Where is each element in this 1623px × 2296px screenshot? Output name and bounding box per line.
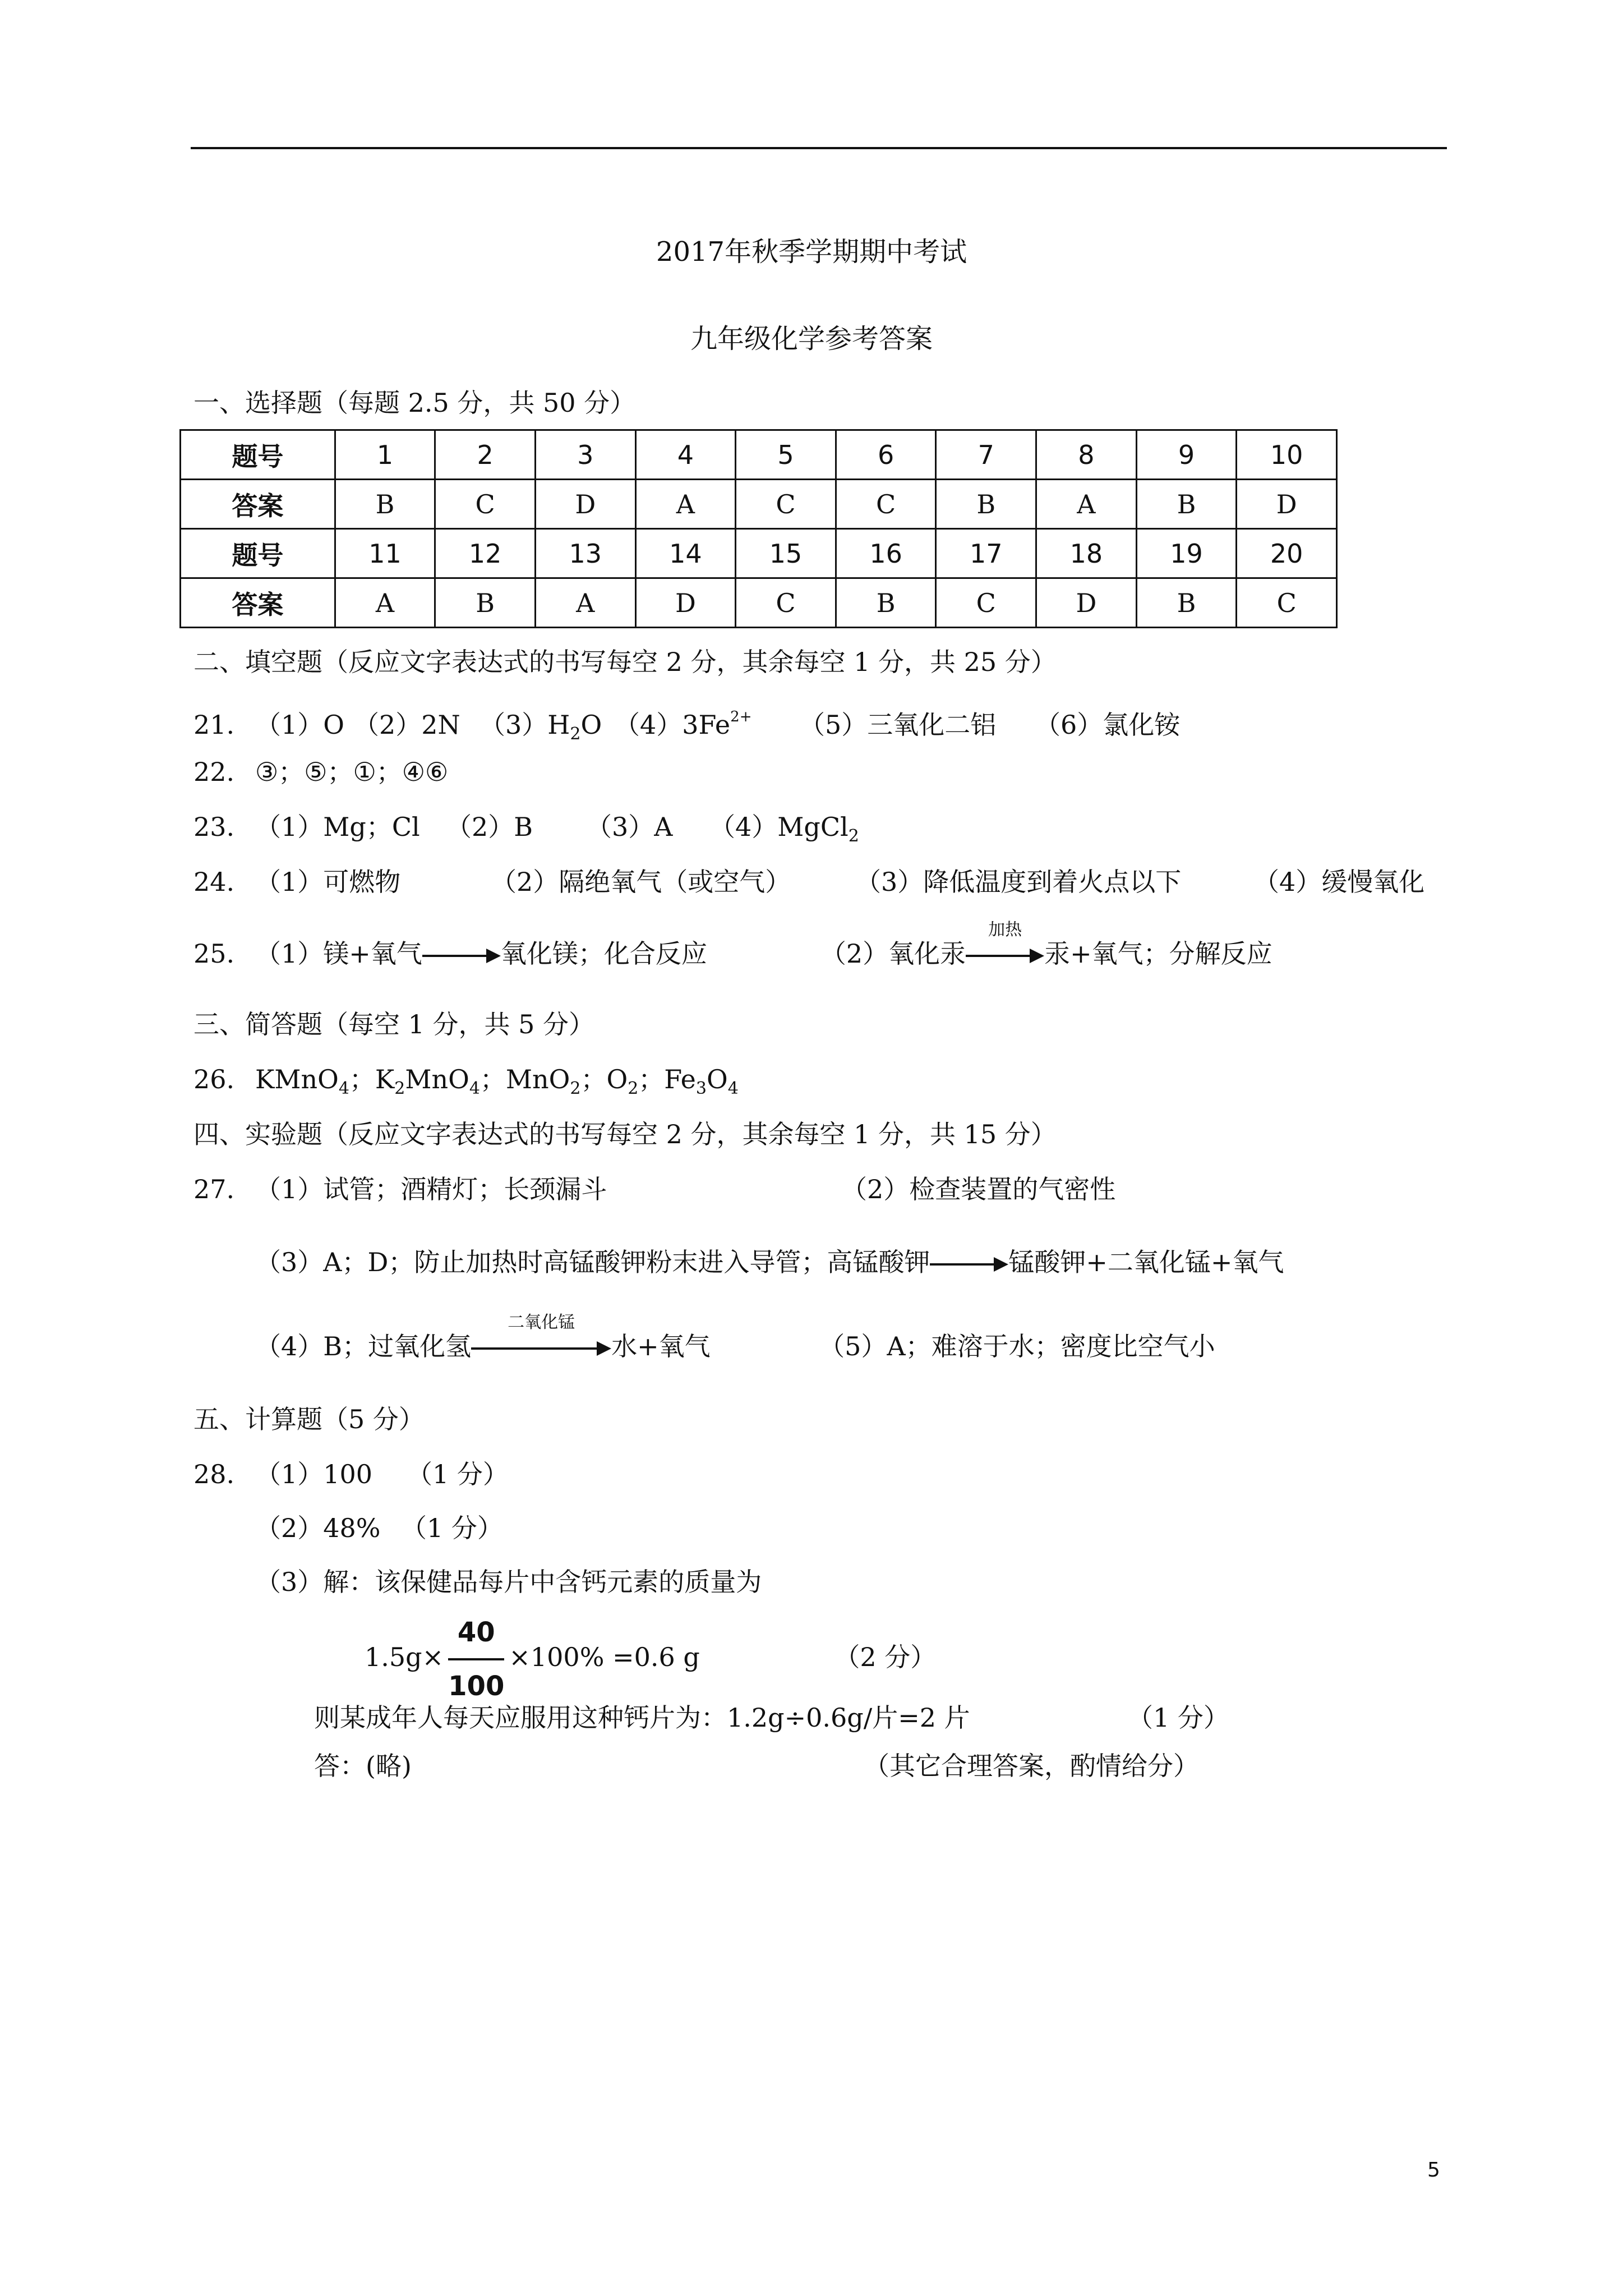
table-row xyxy=(181,578,1337,628)
question-number-cell: 3 xyxy=(535,430,635,480)
q21-p5: （5）三氧化二铝 xyxy=(799,710,997,740)
question-number-cell: 6 xyxy=(836,430,936,480)
q28-line3 xyxy=(255,1565,762,1599)
q21-p4sup: 2+ xyxy=(730,708,752,725)
q25-num: 25. xyxy=(193,938,235,969)
answer-cell: C xyxy=(1237,578,1337,628)
table-row xyxy=(181,430,1337,480)
answer-cell: C xyxy=(736,480,836,529)
q28-calc xyxy=(365,1610,936,1709)
q28-p2score: （1 分） xyxy=(401,1513,503,1543)
fraction-denominator: 100 xyxy=(448,1671,505,1702)
q25-p1b: 氧化镁；化合反应 xyxy=(500,938,707,969)
answer-table xyxy=(179,429,1338,628)
answer-cell: D xyxy=(635,578,736,628)
q27-num: 27. xyxy=(193,1174,235,1204)
calc-post: ×100% =0.6 g xyxy=(509,1642,700,1672)
question-number-cell: 12 xyxy=(435,529,536,578)
q26-b: ；K xyxy=(349,1064,395,1094)
arrow-condition-heat: 加热 xyxy=(988,920,1022,940)
question-number-cell: 17 xyxy=(936,529,1036,578)
q26-a: KMnO xyxy=(255,1064,339,1094)
q26-gsub: 4 xyxy=(727,1079,739,1098)
question-number-cell: 18 xyxy=(1036,529,1137,578)
q23-p4a: （4）MgCl xyxy=(709,812,849,842)
q21-p3sub: 2 xyxy=(570,724,581,744)
q28-p1score: （1 分） xyxy=(407,1459,509,1489)
q26-e: ；O xyxy=(580,1064,628,1094)
q26-g: O xyxy=(707,1064,728,1094)
q25-p1a: （1）镁+氧气 xyxy=(255,938,422,969)
reaction-arrow-4 xyxy=(471,1313,611,1360)
q28-p2: （2）48% xyxy=(255,1513,381,1543)
header-rule xyxy=(191,147,1447,149)
answer-cell: A xyxy=(635,480,736,529)
q27-p2: （2）检查装置的气密性 xyxy=(841,1174,1116,1204)
q24-num: 24. xyxy=(193,867,235,897)
q28-answer xyxy=(314,1749,1199,1783)
q27-p4b: 水+氧气 xyxy=(611,1331,711,1361)
q23-p2: （2）B xyxy=(446,812,533,842)
q21-p6: （6）氯化铵 xyxy=(1035,710,1181,740)
q25 xyxy=(193,920,1272,970)
q26 xyxy=(193,1062,739,1106)
page-number: 5 xyxy=(1427,2159,1440,2182)
arrow-condition-catalyst: 二氧化锰 xyxy=(508,1313,575,1332)
section4-heading: 四、实验题（反应文字表达式的书写每空 2 分，其余每空 1 分，共 15 分） xyxy=(193,1119,1057,1149)
conclusion-text: 则某成年人每天应服用这种钙片为：1.2g÷0.6g/片=2 片 xyxy=(314,1703,970,1733)
answer-cell: D xyxy=(535,480,635,529)
row-label-answer: 答案 xyxy=(181,480,335,529)
q26-c: MnO xyxy=(405,1064,469,1094)
q24-p2: （2）隔绝氧气（或空气） xyxy=(491,867,791,897)
question-number-cell: 5 xyxy=(736,430,836,480)
q23-p4sub: 2 xyxy=(848,826,859,846)
q27-p1: （1）试管；酒精灯；长颈漏斗 xyxy=(255,1174,607,1204)
fraction xyxy=(448,1610,504,1709)
q23-num: 23. xyxy=(193,812,235,842)
q28-p3: （3）解：该保健品每片中含钙元素的质量为 xyxy=(255,1567,762,1597)
q26-bsub: 2 xyxy=(394,1079,405,1098)
question-number-cell: 15 xyxy=(736,529,836,578)
q24-p4: （4）缓慢氧化 xyxy=(1253,867,1425,897)
answer-cell: B xyxy=(836,578,936,628)
answer-cell: A xyxy=(335,578,435,628)
section3-heading: 三、简答题（每空 1 分，共 5 分） xyxy=(193,1009,595,1039)
answer-cell: B xyxy=(435,578,536,628)
answer-cell: D xyxy=(1237,480,1337,529)
question-number-cell: 11 xyxy=(335,529,435,578)
q21-p3a: （3）H xyxy=(479,710,570,740)
q26-fsub: 3 xyxy=(695,1079,707,1098)
q26-num: 26. xyxy=(193,1064,235,1094)
q21-p1: （1）O xyxy=(255,710,344,740)
q25-p2a: （2）氧化汞 xyxy=(820,938,966,969)
q23-p1: （1）Mg；Cl xyxy=(255,812,420,842)
question-number-cell: 9 xyxy=(1136,430,1237,480)
q25-p2b: 汞+氧气；分解反应 xyxy=(1044,938,1272,969)
answer-cell: B xyxy=(1136,578,1237,628)
q27-p5: （5）A；难溶于水；密度比空气小 xyxy=(819,1331,1215,1361)
table-row xyxy=(181,480,1337,529)
section1-heading: 一、选择题（每题 2.5 分，共 50 分） xyxy=(193,388,636,418)
question-number-cell: 7 xyxy=(936,430,1036,480)
q28-num: 28. xyxy=(193,1459,235,1489)
q21-p4a: （4）3Fe xyxy=(614,710,731,740)
answer-cell: B xyxy=(1136,480,1237,529)
exam-title: 2017年秋季学期期中考试 xyxy=(656,236,967,268)
calc-pre: 1.5g× xyxy=(365,1642,444,1672)
q27-p3a: （3）A；D；防止加热时高锰酸钾粉末进入导管；高锰酸钾 xyxy=(255,1247,930,1277)
q26-d: ；MnO xyxy=(479,1064,570,1094)
q28-conclusion xyxy=(314,1701,1229,1734)
answer-cell: D xyxy=(1036,578,1137,628)
scoring-note: （其它合理答案，酌情给分） xyxy=(864,1751,1199,1781)
q26-f: ；Fe xyxy=(638,1064,696,1094)
answer-cell: B xyxy=(936,480,1036,529)
row-label-answer: 答案 xyxy=(181,578,335,628)
q22-text: ③；⑤；①；④⑥ xyxy=(255,757,449,787)
question-number-cell: 4 xyxy=(635,430,736,480)
conclusion-score: （1 分） xyxy=(1127,1703,1229,1733)
question-number-cell: 8 xyxy=(1036,430,1137,480)
table-row xyxy=(181,529,1337,578)
answer-text: 答：(略) xyxy=(314,1751,412,1781)
q24 xyxy=(193,865,1424,899)
q21 xyxy=(193,700,1180,751)
q26-asub: 4 xyxy=(338,1079,349,1098)
section5-heading: 五、计算题（5 分） xyxy=(193,1404,425,1434)
answer-cell: C xyxy=(736,578,836,628)
row-label-question-number: 题号 xyxy=(181,430,335,480)
answer-cell: C xyxy=(836,480,936,529)
answer-cell: B xyxy=(335,480,435,529)
reaction-arrow-3 xyxy=(930,1253,1008,1276)
q22 xyxy=(193,755,448,789)
question-number-cell: 1 xyxy=(335,430,435,480)
q21-p2: （2）2N xyxy=(353,710,460,740)
answer-cell: C xyxy=(936,578,1036,628)
question-number-cell: 2 xyxy=(435,430,536,480)
q27-line2 xyxy=(255,1245,1284,1279)
question-number-cell: 20 xyxy=(1237,529,1337,578)
q22-num: 22. xyxy=(193,757,235,787)
question-number-cell: 10 xyxy=(1237,430,1337,480)
question-number-cell: 14 xyxy=(635,529,736,578)
q24-p1: （1）可燃物 xyxy=(255,867,401,897)
q26-csub: 4 xyxy=(469,1079,480,1098)
fraction-numerator: 40 xyxy=(448,1610,504,1660)
q21-num: 21. xyxy=(193,710,235,740)
section2-heading: 二、填空题（反应文字表达式的书写每空 2 分，其余每空 1 分，共 25 分） xyxy=(193,647,1057,677)
q23-p3: （3）A xyxy=(586,812,673,842)
q27-p4a: （4）B；过氧化氢 xyxy=(255,1331,472,1361)
reaction-arrow-2 xyxy=(966,920,1044,967)
q27-line3 xyxy=(255,1313,1215,1363)
answer-cell: A xyxy=(535,578,635,628)
question-number-cell: 19 xyxy=(1136,529,1237,578)
q28-line1 xyxy=(193,1457,509,1491)
q27-line1 xyxy=(193,1172,1115,1206)
q21-p3b: O xyxy=(580,710,602,740)
answer-cell: A xyxy=(1036,480,1137,529)
reaction-arrow-1 xyxy=(422,945,501,967)
q26-dsub: 2 xyxy=(570,1079,581,1098)
q28-p1: （1）100 xyxy=(255,1459,373,1489)
calc-score: （2 分） xyxy=(834,1642,937,1672)
exam-subtitle: 九年级化学参考答案 xyxy=(690,323,933,355)
question-number-cell: 13 xyxy=(535,529,635,578)
question-number-cell: 16 xyxy=(836,529,936,578)
q23 xyxy=(193,810,859,853)
q24-p3: （3）降低温度到着火点以下 xyxy=(855,867,1182,897)
q27-p3b: 锰酸钾+二氧化锰+氧气 xyxy=(1008,1247,1284,1277)
answer-cell: C xyxy=(435,480,536,529)
q26-esub: 2 xyxy=(628,1079,639,1098)
q28-line2 xyxy=(255,1511,503,1545)
row-label-question-number: 题号 xyxy=(181,529,335,578)
